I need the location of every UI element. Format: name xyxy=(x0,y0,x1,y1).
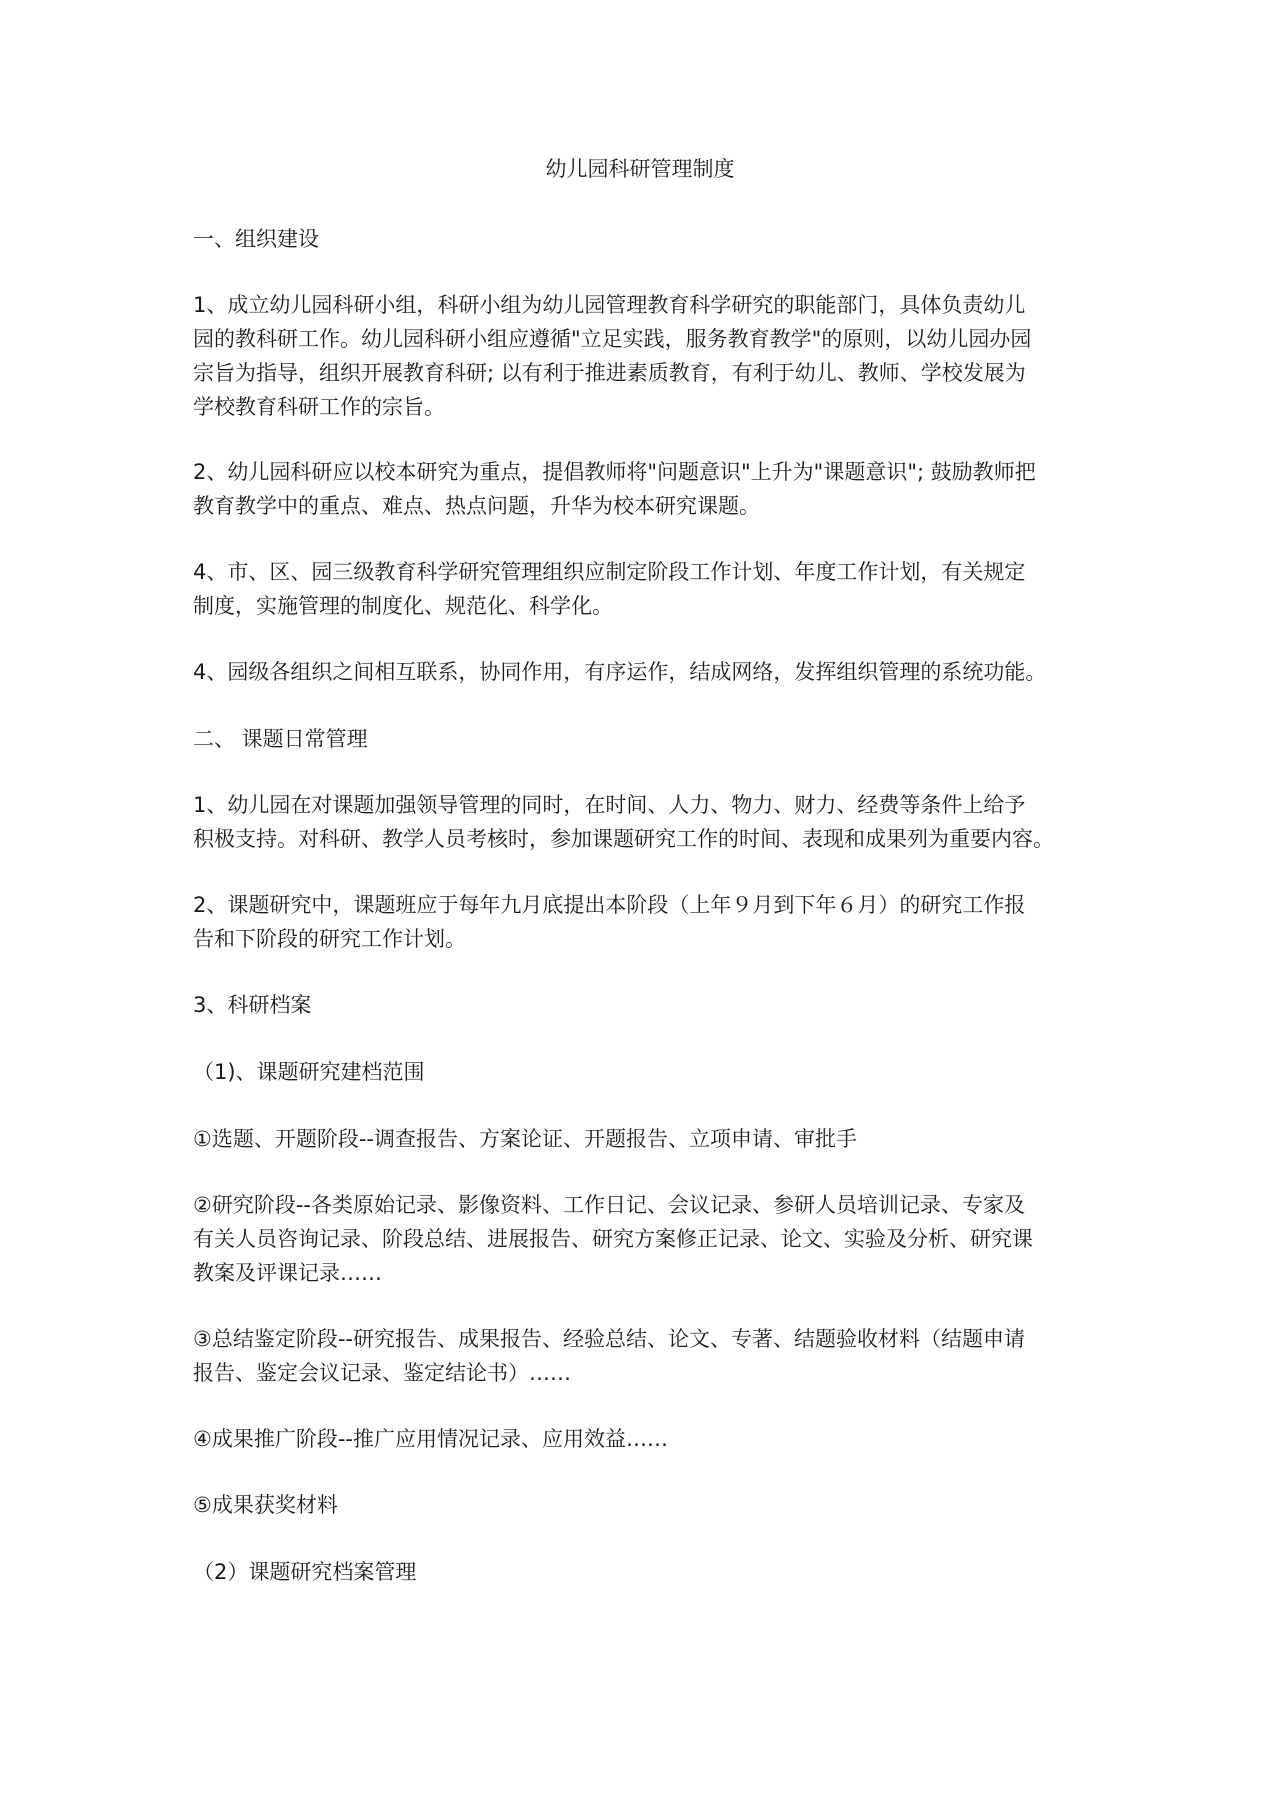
text-line: 二、 课题日常管理 xyxy=(193,727,368,751)
text-line: ②研究阶段--各类原始记录、影像资料、工作日记、会议记录、参研人员培训记录、专家及 xyxy=(193,1193,1025,1217)
paragraph-organization-1 xyxy=(193,288,1093,424)
text-line: 1、幼儿园在对课题加强领导管理的同时，在时间、人力、物力、财力、经费等条件上给予 xyxy=(193,793,1026,817)
text-line: 2、幼儿园科研应以校本研究为重点，提倡教师将"问题意识"上升为"课题意识"; 鼓励教师把 xyxy=(193,460,1036,484)
text-line: 制度，实施管理的制度化、规范化、科学化。 xyxy=(193,594,613,618)
text-line: ①选题、开题阶段--调查报告、方案论证、开题报告、立项申请、审批手 xyxy=(193,1127,857,1151)
text-line: 教育教学中的重点、难点、热点问题，升华为校本研究课题。 xyxy=(193,494,760,518)
text-line: 报告、鉴定会议记录、鉴定结论书）…… xyxy=(193,1361,571,1385)
subsection-heading-archive-scope xyxy=(193,1055,1093,1089)
text-line: （1)、课题研究建档范围 xyxy=(193,1060,425,1084)
text-line: 一、组织建设 xyxy=(193,227,319,251)
list-item-promotion-stage xyxy=(193,1422,1093,1456)
list-item-topic-selection xyxy=(193,1122,1093,1156)
paragraph-organization-2 xyxy=(193,455,1093,523)
text-line: 4、园级各组织之间相互联系，协同作用，有序运作，结成网络，发挥组织管理的系统功能。 xyxy=(193,660,1047,684)
paragraph-research-archives xyxy=(193,988,1093,1022)
list-item-research-stage xyxy=(193,1188,1093,1290)
text-line: ④成果推广阶段--推广应用情况记录、应用效益…… xyxy=(193,1427,668,1451)
text-line: ⑤成果获奖材料 xyxy=(193,1493,338,1517)
text-line: 积极支持。对科研、教学人员考核时，参加课题研究工作的时间、表现和成果列为重要内容。 xyxy=(193,827,1054,851)
text-line: ③总结鉴定阶段--研究报告、成果报告、经验总结、论文、专著、结题验收材料（结题申请 xyxy=(193,1327,1025,1351)
text-line: 2、课题研究中，课题班应于每年九月底提出本阶段（上年９月到下年６月）的研究工作报 xyxy=(193,893,1026,917)
list-item-award-materials xyxy=(193,1488,1093,1522)
text-line: 宗旨为指导，组织开展教育科研; 以有利于推进素质教育，有利于幼儿、教师、学校发展为 xyxy=(193,361,1026,385)
paragraph-daily-management-2 xyxy=(193,888,1093,956)
text-line: 4、市、区、园三级教育科学研究管理组织应制定阶段工作计划、年度工作计划，有关规定 xyxy=(193,560,1026,584)
text-line: 告和下阶段的研究工作计划。 xyxy=(193,927,466,951)
list-item-summary-stage xyxy=(193,1322,1093,1390)
section-heading-daily-management xyxy=(193,722,1093,756)
section-heading-organization xyxy=(193,222,1093,256)
subsection-heading-archive-management xyxy=(193,1555,1093,1589)
text-line: 园的教科研工作。幼儿园科研小组应遵循"立足实践，服务教育教学"的原则，以幼儿园办园 xyxy=(193,327,1032,351)
text-line: （2）课题研究档案管理 xyxy=(193,1560,417,1584)
text-line: 1、成立幼儿园科研小组，科研小组为幼儿园管理教育科学研究的职能部门，具体负责幼儿 xyxy=(193,293,1026,317)
paragraph-daily-management-1 xyxy=(193,788,1093,856)
paragraph-organization-3 xyxy=(193,555,1093,623)
text-line: 有关人员咨询记录、阶段总结、进展报告、研究方案修正记录、论文、实验及分析、研究课 xyxy=(193,1227,1033,1251)
text-line: 教案及评课记录…… xyxy=(193,1261,382,1285)
text-line: 3、科研档案 xyxy=(193,993,312,1017)
document-title: 幼儿园科研管理制度 xyxy=(545,157,735,181)
paragraph-organization-4 xyxy=(193,655,1093,689)
text-line: 学校教育科研工作的宗旨。 xyxy=(193,395,445,419)
